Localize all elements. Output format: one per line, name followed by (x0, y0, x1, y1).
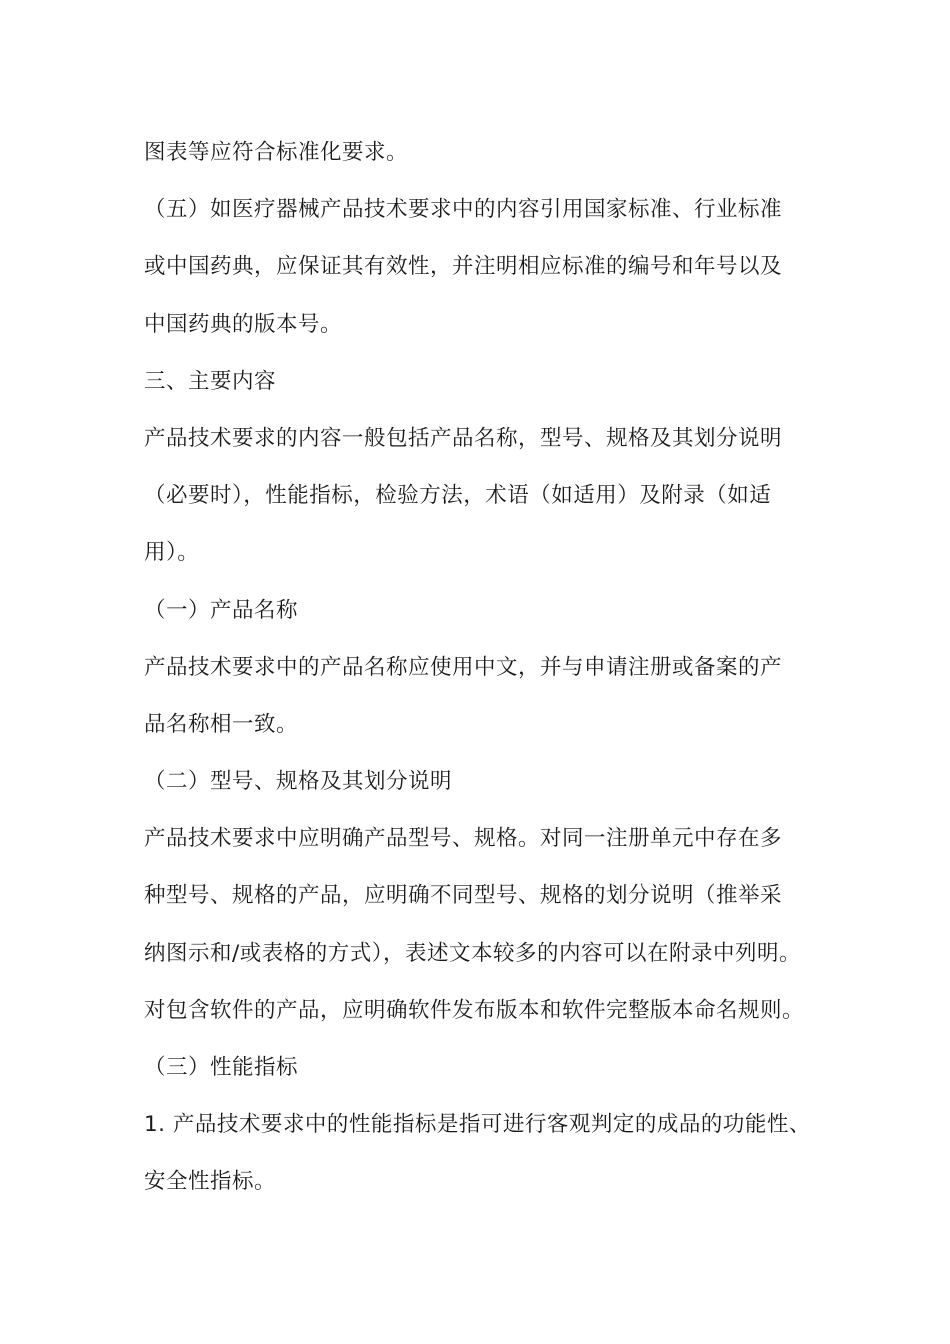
subsection-heading-model-spec: （二）型号、规格及其划分说明 (144, 769, 453, 795)
text-line: 对包含软件的产品，应明确软件发布版本和软件完整版本命名规则。 (144, 997, 805, 1023)
text-line: 产品技术要求中应明确产品型号、规格。对同一注册单元中存在多 (144, 826, 783, 852)
text-line: 纳图示和/或表格的方式），表述文本较多的内容可以在附录中列明。 (144, 940, 801, 966)
text-line-item-five: （五）如医疗器械产品技术要求中的内容引用国家标准、行业标准 (144, 197, 783, 223)
text-line-numbered-item: 1. 产品技术要求中的性能指标是指可进行客观判定的成品的功能性、 (144, 1112, 811, 1138)
text-line: 用）。 (144, 540, 200, 566)
document-body (144, 128, 824, 1215)
text-line: 或中国药典，应保证其有效性，并注明相应标准的编号和年号以及 (144, 254, 783, 280)
text-line: 种型号、规格的产品，应明确不同型号、规格的划分说明（推举采 (144, 883, 783, 909)
text-line: 安全性指标。 (144, 1169, 277, 1195)
text-line: 产品技术要求的内容一般包括产品名称，型号、规格及其划分说明 (144, 425, 783, 451)
section-heading-main-content: 三、主要内容 (144, 368, 277, 394)
subsection-heading-product-name: （一）产品名称 (144, 597, 299, 623)
text-line: 产品技术要求中的产品名称应使用中文，并与申请注册或备案的产 (144, 654, 783, 680)
subsection-heading-performance: （三）性能指标 (144, 1055, 299, 1080)
text-line: （必要时），性能指标，检验方法，术语（如适用）及附录（如适 (144, 483, 772, 509)
text-line-continuation: 图表等应符合标准化要求。 (144, 140, 409, 165)
text-line: 中国药典的版本号。 (144, 311, 343, 337)
text-line: 品名称相一致。 (144, 711, 299, 737)
